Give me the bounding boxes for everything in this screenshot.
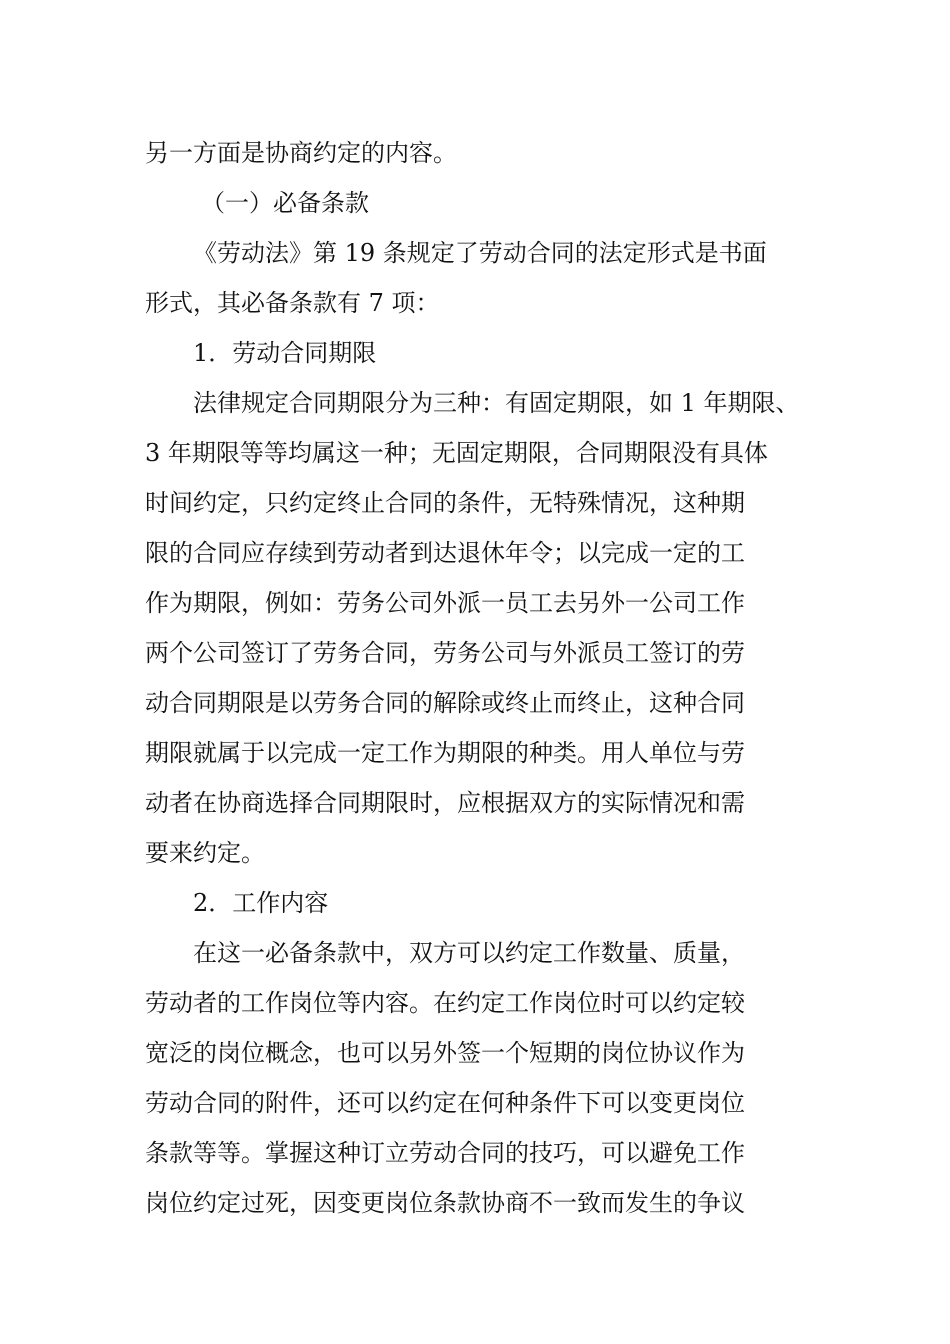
section-heading: （一）必备条款: [201, 189, 369, 217]
text-line: 在这一必备条款中，双方可以约定工作数量、质量，: [193, 939, 745, 967]
text-line: 限的合同应存续到劳动者到达退休年令；以完成一定的工: [145, 539, 745, 567]
text-line: 3 年期限等等均属这一种；无固定期限，合同期限没有具体: [145, 439, 768, 467]
subsection-heading: 1．劳动合同期限: [193, 339, 377, 367]
text-line: 《劳动法》第 19 条规定了劳动合同的法定形式是书面: [193, 239, 767, 267]
text-line: 要来约定。: [145, 839, 265, 867]
text-line: 另一方面是协商约定的内容。: [145, 139, 457, 167]
text-line: 动者在协商选择合同期限时，应根据双方的实际情况和需: [145, 789, 745, 817]
text-line: 作为期限，例如：劳务公司外派一员工去另外一公司工作: [145, 589, 745, 617]
text-line: 动合同期限是以劳务合同的解除或终止而终止，这种合同: [145, 689, 745, 717]
text-line: 劳动者的工作岗位等内容。在约定工作岗位时可以约定较: [145, 989, 745, 1017]
text-line: 岗位约定过死，因变更岗位条款协商不一致而发生的争议: [145, 1189, 745, 1217]
text-line: 条款等等。掌握这种订立劳动合同的技巧，可以避免工作: [145, 1139, 745, 1167]
text-line: 劳动合同的附件，还可以约定在何种条件下可以变更岗位: [145, 1089, 745, 1117]
subsection-heading: 2．工作内容: [193, 889, 329, 917]
text-line: 法律规定合同期限分为三种：有固定期限，如 1 年期限、: [193, 389, 800, 417]
text-line: 宽泛的岗位概念，也可以另外签一个短期的岗位协议作为: [145, 1039, 745, 1067]
document-body: [145, 128, 825, 1228]
text-line: 形式，其必备条款有 7 项：: [145, 289, 440, 317]
text-line: 时间约定，只约定终止合同的条件，无特殊情况，这种期: [145, 489, 745, 517]
text-line: 期限就属于以完成一定工作为期限的种类。用人单位与劳: [145, 739, 745, 767]
text-line: 两个公司签订了劳务合同，劳务公司与外派员工签订的劳: [145, 639, 745, 667]
